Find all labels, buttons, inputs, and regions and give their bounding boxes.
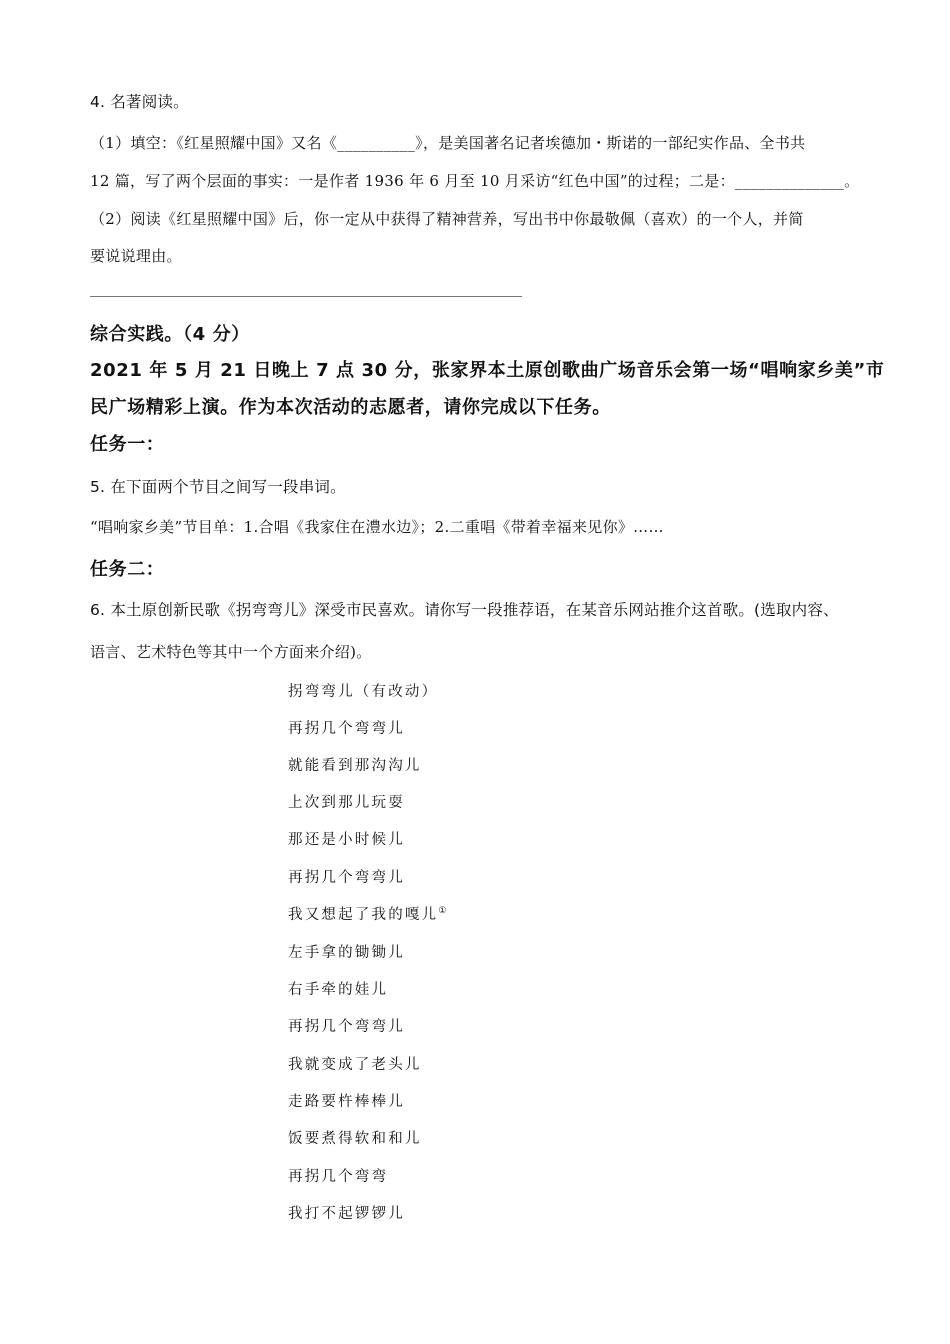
poem-line: 我就变成了老头儿 <box>288 1057 422 1073</box>
poem-line: 右手牵的娃儿 <box>288 982 389 998</box>
poem-line: 再拐几个弯弯儿 <box>288 870 405 886</box>
poem-line: 那还是小时候儿 <box>288 832 405 848</box>
poem-line: 上次到那儿玩耍 <box>288 795 405 811</box>
task2-heading: 任务二： <box>90 559 165 580</box>
poem-line: 我打不起锣锣儿 <box>288 1206 405 1222</box>
practice-title: 综合实践。（4 分） <box>90 324 250 345</box>
poem-line-text: 我又想起了我的嘎儿 <box>288 907 439 923</box>
poem-line: 再拐几个弯弯 <box>288 1169 389 1185</box>
task1-heading: 任务一： <box>90 434 165 455</box>
poem-line: 左手拿的锄锄儿 <box>288 945 405 961</box>
poem-line: 就能看到那沟沟儿 <box>288 758 422 774</box>
question-6-line2: 语言、艺术特色等其中一个方面来介绍)。 <box>90 643 372 661</box>
practice-intro-line2: 民广场精彩上演。作为本次活动的志愿者，请你完成以下任务。 <box>90 397 611 418</box>
poem-line: 再拐几个弯弯儿 <box>288 1019 405 1035</box>
question-4-heading: 4. 名著阅读。 <box>90 93 189 111</box>
question-4-part1-line2: 12 篇，写了两个层面的事实：一是作者 1936 年 6 月至 10 月采访“红色中国”的过程；二是：______________。 <box>90 172 860 190</box>
question-4-part2-line1: （2）阅读《红星照耀中国》后，你一定从中获得了精神营养，写出书中你最敬佩（喜欢）的一个人，并简 <box>90 210 804 228</box>
question-4-part1-line1: （1）填空：《红星照耀中国》又名《__________》，是美国著名记者埃德加・斯诺的一部纪实作品、全书共 <box>90 134 806 152</box>
poem-line: 再拐几个弯弯儿 <box>288 721 405 737</box>
practice-intro-line1: 2021 年 5 月 21 日晚上 7 点 30 分，张家界本土原创歌曲广场音乐会第一场“唱响家乡美”市 <box>90 360 885 381</box>
question-5: 5. 在下面两个节目之间写一段串词。 <box>90 478 346 496</box>
poem-line: 饭要煮得软和和儿 <box>288 1131 422 1147</box>
poem-title: 拐弯弯儿（有改动） <box>288 684 439 700</box>
footnote-mark: ① <box>438 906 449 917</box>
question-4-part2-line2: 要说说理由。 <box>90 247 182 265</box>
answer-line <box>90 296 522 297</box>
question-6-line1: 6. 本土原创新民歌《拐弯弯儿》深受市民喜欢。请你写一段推荐语，在某音乐网站推介这首歌。(选取内容、 <box>90 601 839 619</box>
poem-line: 走路要杵棒棒儿 <box>288 1094 405 1110</box>
poem-line-with-footnote <box>288 903 449 924</box>
program-list: “唱响家乡美”节目单：1.合唱《我家住在澧水边》；2.二重唱《带着幸福来见你》…… <box>90 518 664 536</box>
